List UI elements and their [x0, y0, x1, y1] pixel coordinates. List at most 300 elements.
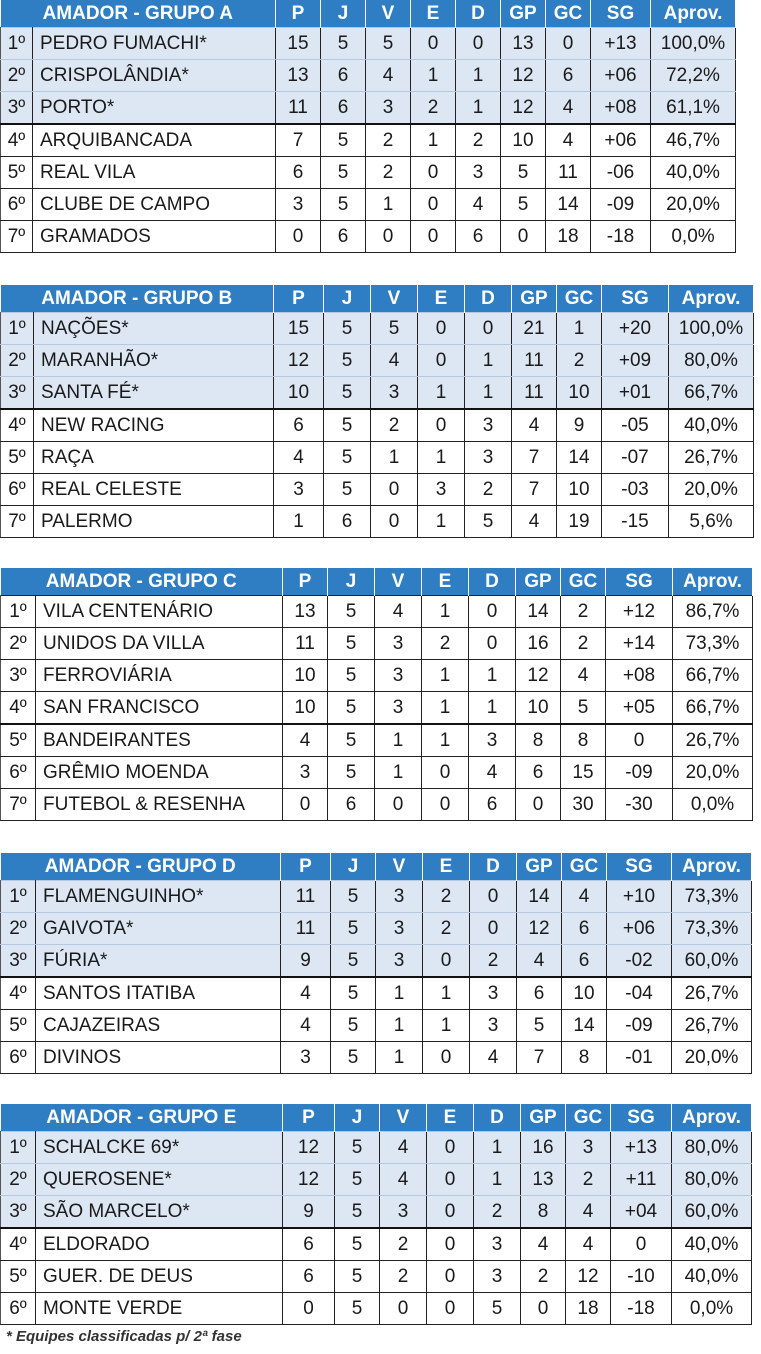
column-header: V [380, 1104, 427, 1132]
stat-cell-gp: 2 [521, 1261, 566, 1293]
position-cell: 4º [1, 1228, 36, 1261]
stat-cell-aprov: 73,3% [673, 628, 753, 660]
stat-cell-j: 5 [324, 345, 371, 377]
team-name-cell: SANTOS ITATIBA [36, 977, 281, 1010]
column-header: Aprov. [672, 853, 752, 881]
stat-cell-e: 1 [418, 377, 465, 410]
stat-cell-sg: -07 [602, 442, 669, 474]
team-name-cell: GAIVOTA* [36, 913, 281, 945]
position-cell: 4º [1, 977, 36, 1010]
stat-cell-p: 10 [283, 692, 328, 725]
stat-cell-d: 1 [469, 660, 516, 692]
stat-cell-aprov: 80,0% [669, 345, 754, 377]
stat-cell-e: 0 [427, 1228, 474, 1261]
stat-cell-p: 9 [283, 1196, 335, 1229]
column-header: D [456, 0, 501, 28]
stat-cell-e: 0 [411, 221, 456, 253]
stat-cell-e: 0 [418, 345, 465, 377]
stat-cell-gc: 30 [561, 789, 606, 821]
table-row [1, 60, 736, 92]
stat-cell-gc: 6 [546, 60, 591, 92]
stat-cell-e: 0 [423, 945, 470, 978]
position-cell: 6º [1, 1293, 36, 1325]
position-cell: 5º [1, 1261, 36, 1293]
group-title: AMADOR - GRUPO D [1, 853, 281, 881]
stat-cell-v: 3 [366, 92, 411, 125]
stat-cell-sg: -18 [591, 221, 651, 253]
stat-cell-d: 1 [469, 692, 516, 725]
stat-cell-aprov: 26,7% [672, 1010, 752, 1042]
stat-cell-gc: 3 [566, 1132, 611, 1164]
stat-cell-j: 5 [328, 724, 375, 757]
stat-cell-v: 1 [376, 1010, 423, 1042]
team-name-cell: CAJAZEIRAS [36, 1010, 281, 1042]
stat-cell-v: 3 [376, 913, 423, 945]
table-row [1, 628, 753, 660]
position-cell: 2º [1, 60, 33, 92]
standings-table-d [0, 853, 752, 1074]
position-cell: 4º [1, 409, 34, 442]
stat-cell-e: 0 [427, 1261, 474, 1293]
stat-cell-e: 0 [418, 313, 465, 345]
table-row [1, 660, 753, 692]
stat-cell-gc: 10 [557, 474, 602, 506]
stat-cell-gp: 6 [516, 757, 561, 789]
stat-cell-v: 0 [380, 1293, 427, 1325]
stat-cell-gp: 4 [521, 1228, 566, 1261]
header-row [1, 285, 754, 313]
stat-cell-d: 1 [465, 377, 512, 410]
stat-cell-gp: 5 [501, 157, 546, 189]
column-header: P [283, 568, 328, 596]
team-name-cell: VILA CENTENÁRIO [36, 596, 283, 628]
table-row [1, 977, 752, 1010]
stat-cell-gp: 5 [517, 1010, 562, 1042]
stat-cell-d: 2 [456, 124, 501, 157]
stat-cell-p: 7 [276, 124, 321, 157]
column-header: SG [606, 568, 673, 596]
column-header: GC [561, 568, 606, 596]
column-header: V [371, 285, 418, 313]
position-cell: 4º [1, 124, 33, 157]
stat-cell-gp: 12 [501, 60, 546, 92]
stat-cell-e: 1 [422, 692, 469, 725]
stat-cell-d: 2 [465, 474, 512, 506]
table-row [1, 28, 736, 60]
stat-cell-aprov: 66,7% [673, 660, 753, 692]
team-name-cell: GUER. DE DEUS [36, 1261, 283, 1293]
stat-cell-gc: 18 [566, 1293, 611, 1325]
stat-cell-p: 11 [283, 628, 328, 660]
table-row [1, 313, 754, 345]
stat-cell-j: 5 [331, 977, 376, 1010]
stat-cell-d: 3 [474, 1261, 521, 1293]
table-row [1, 789, 753, 821]
stat-cell-j: 5 [324, 442, 371, 474]
team-name-cell: CLUBE DE CAMPO [33, 189, 276, 221]
stat-cell-aprov: 72,2% [651, 60, 736, 92]
stat-cell-v: 3 [375, 692, 422, 725]
position-cell: 5º [1, 724, 36, 757]
column-header: SG [591, 0, 651, 28]
table-row [1, 157, 736, 189]
position-cell: 1º [1, 313, 34, 345]
team-name-cell: FUTEBOL & RESENHA [36, 789, 283, 821]
stat-cell-gc: 15 [561, 757, 606, 789]
stat-cell-j: 5 [321, 28, 366, 60]
stat-cell-aprov: 60,0% [672, 945, 752, 978]
stat-cell-gp: 0 [516, 789, 561, 821]
stat-cell-aprov: 20,0% [673, 757, 753, 789]
column-header: GP [512, 285, 557, 313]
stat-cell-v: 4 [371, 345, 418, 377]
stat-cell-aprov: 0,0% [673, 789, 753, 821]
group-title: AMADOR - GRUPO E [1, 1104, 283, 1132]
team-name-cell: PEDRO FUMACHI* [33, 28, 276, 60]
position-cell: 3º [1, 92, 33, 125]
column-header: E [427, 1104, 474, 1132]
stat-cell-j: 6 [321, 60, 366, 92]
stat-cell-v: 3 [376, 945, 423, 978]
stat-cell-v: 3 [380, 1196, 427, 1229]
stat-cell-aprov: 20,0% [669, 474, 754, 506]
stat-cell-d: 3 [465, 409, 512, 442]
stat-cell-d: 6 [456, 221, 501, 253]
table-row [1, 221, 736, 253]
stat-cell-sg: 0 [606, 724, 673, 757]
stat-cell-v: 1 [371, 442, 418, 474]
stat-cell-gp: 13 [501, 28, 546, 60]
stat-cell-gc: 4 [566, 1228, 611, 1261]
stat-cell-p: 6 [283, 1228, 335, 1261]
stat-cell-j: 5 [321, 124, 366, 157]
column-header: J [335, 1104, 380, 1132]
stat-cell-gp: 7 [517, 1042, 562, 1074]
stat-cell-sg: -09 [607, 1010, 672, 1042]
stat-cell-gp: 12 [501, 92, 546, 125]
stat-cell-gp: 7 [512, 442, 557, 474]
group-title: AMADOR - GRUPO B [1, 285, 274, 313]
stat-cell-p: 4 [281, 1010, 331, 1042]
stat-cell-gc: 2 [561, 596, 606, 628]
team-name-cell: ELDORADO [36, 1228, 283, 1261]
stat-cell-j: 5 [335, 1261, 380, 1293]
column-header: E [423, 853, 470, 881]
stat-cell-j: 5 [328, 660, 375, 692]
stat-cell-d: 5 [465, 506, 512, 538]
standings-table-a [0, 0, 736, 253]
column-header: Aprov. [669, 285, 754, 313]
stat-cell-p: 12 [283, 1164, 335, 1196]
stat-cell-aprov: 40,0% [651, 157, 736, 189]
column-header: SG [611, 1104, 672, 1132]
stat-cell-sg: -30 [606, 789, 673, 821]
stat-cell-d: 3 [456, 157, 501, 189]
stat-cell-p: 12 [274, 345, 324, 377]
stat-cell-sg: +06 [607, 913, 672, 945]
stat-cell-aprov: 80,0% [672, 1132, 752, 1164]
table-row [1, 1228, 752, 1261]
stat-cell-d: 1 [474, 1132, 521, 1164]
stat-cell-gp: 7 [512, 474, 557, 506]
stat-cell-gp: 11 [512, 377, 557, 410]
stat-cell-sg: +01 [602, 377, 669, 410]
stat-cell-p: 4 [283, 724, 328, 757]
table-row [1, 442, 754, 474]
stat-cell-v: 4 [380, 1132, 427, 1164]
stat-cell-aprov: 100,0% [669, 313, 754, 345]
table-row [1, 124, 736, 157]
stat-cell-gc: 12 [566, 1261, 611, 1293]
stat-cell-gp: 0 [501, 221, 546, 253]
stat-cell-j: 5 [331, 913, 376, 945]
stat-cell-gp: 21 [512, 313, 557, 345]
table-row [1, 189, 736, 221]
stat-cell-e: 1 [422, 596, 469, 628]
stat-cell-e: 2 [422, 628, 469, 660]
column-header: V [366, 0, 411, 28]
stat-cell-gc: 2 [557, 345, 602, 377]
position-cell: 6º [1, 474, 34, 506]
table-row [1, 1132, 752, 1164]
stat-cell-j: 5 [335, 1196, 380, 1229]
stat-cell-e: 1 [411, 60, 456, 92]
stat-cell-sg: -09 [606, 757, 673, 789]
stat-cell-v: 2 [380, 1261, 427, 1293]
stat-cell-d: 0 [469, 628, 516, 660]
stat-cell-j: 5 [331, 1042, 376, 1074]
position-cell: 7º [1, 506, 34, 538]
stat-cell-p: 3 [274, 474, 324, 506]
stat-cell-gc: 4 [561, 660, 606, 692]
table-row [1, 1293, 752, 1325]
team-name-cell: SCHALCKE 69* [36, 1132, 283, 1164]
stat-cell-sg: -04 [607, 977, 672, 1010]
stat-cell-p: 13 [283, 596, 328, 628]
stat-cell-d: 6 [469, 789, 516, 821]
stat-cell-aprov: 20,0% [651, 189, 736, 221]
stat-cell-gc: 14 [562, 1010, 607, 1042]
stat-cell-e: 1 [423, 977, 470, 1010]
stat-cell-e: 1 [422, 724, 469, 757]
stat-cell-aprov: 40,0% [672, 1228, 752, 1261]
position-cell: 1º [1, 596, 36, 628]
team-name-cell: MONTE VERDE [36, 1293, 283, 1325]
stat-cell-gp: 14 [517, 881, 562, 913]
position-cell: 1º [1, 881, 36, 913]
stat-cell-aprov: 66,7% [669, 377, 754, 410]
stat-cell-gc: 10 [557, 377, 602, 410]
stat-cell-aprov: 73,3% [672, 913, 752, 945]
stat-cell-p: 4 [281, 977, 331, 1010]
column-header: P [276, 0, 321, 28]
position-cell: 5º [1, 157, 33, 189]
stat-cell-aprov: 26,7% [672, 977, 752, 1010]
stat-cell-sg: -06 [591, 157, 651, 189]
stat-cell-sg: +20 [602, 313, 669, 345]
position-cell: 3º [1, 660, 36, 692]
stat-cell-e: 0 [418, 409, 465, 442]
column-header: P [283, 1104, 335, 1132]
stat-cell-gc: 4 [546, 92, 591, 125]
position-cell: 2º [1, 628, 36, 660]
column-header: GC [566, 1104, 611, 1132]
stat-cell-v: 2 [380, 1228, 427, 1261]
column-header: V [375, 568, 422, 596]
table-row [1, 1042, 752, 1074]
stat-cell-d: 3 [470, 977, 517, 1010]
team-name-cell: FÚRIA* [36, 945, 281, 978]
standings-table-c [0, 568, 753, 821]
stat-cell-p: 0 [283, 789, 328, 821]
header-row [1, 568, 753, 596]
stat-cell-e: 1 [422, 660, 469, 692]
stat-cell-j: 5 [335, 1132, 380, 1164]
stat-cell-aprov: 60,0% [672, 1196, 752, 1229]
stat-cell-j: 5 [331, 1010, 376, 1042]
position-cell: 6º [1, 1042, 36, 1074]
stat-cell-sg: -05 [602, 409, 669, 442]
stat-cell-gc: 2 [561, 628, 606, 660]
stat-cell-aprov: 61,1% [651, 92, 736, 125]
standings-table-b [0, 285, 754, 538]
stat-cell-v: 1 [375, 724, 422, 757]
stat-cell-v: 2 [366, 157, 411, 189]
column-header: J [321, 0, 366, 28]
stat-cell-gc: 6 [562, 913, 607, 945]
stat-cell-d: 1 [456, 60, 501, 92]
position-cell: 5º [1, 1010, 36, 1042]
stat-cell-p: 3 [276, 189, 321, 221]
team-name-cell: REAL CELESTE [34, 474, 274, 506]
stat-cell-gp: 12 [516, 660, 561, 692]
stat-cell-gc: 11 [546, 157, 591, 189]
stat-cell-sg: +11 [611, 1164, 672, 1196]
stat-cell-e: 1 [418, 442, 465, 474]
stat-cell-v: 0 [366, 221, 411, 253]
stat-cell-gc: 1 [557, 313, 602, 345]
team-name-cell: UNIDOS DA VILLA [36, 628, 283, 660]
stat-cell-j: 5 [335, 1164, 380, 1196]
team-name-cell: PALERMO [34, 506, 274, 538]
stat-cell-v: 4 [380, 1164, 427, 1196]
stat-cell-p: 9 [281, 945, 331, 978]
stat-cell-sg: -15 [602, 506, 669, 538]
stat-cell-j: 5 [324, 409, 371, 442]
column-header: P [281, 853, 331, 881]
column-header: SG [607, 853, 672, 881]
stat-cell-e: 0 [422, 789, 469, 821]
stat-cell-e: 3 [418, 474, 465, 506]
stat-cell-d: 2 [470, 945, 517, 978]
position-cell: 5º [1, 442, 34, 474]
column-header: GP [516, 568, 561, 596]
stat-cell-v: 2 [366, 124, 411, 157]
table-row [1, 913, 752, 945]
stat-cell-p: 0 [276, 221, 321, 253]
stat-cell-gp: 11 [512, 345, 557, 377]
stat-cell-e: 2 [423, 881, 470, 913]
stat-cell-v: 4 [375, 596, 422, 628]
stat-cell-j: 5 [324, 474, 371, 506]
stat-cell-e: 0 [411, 157, 456, 189]
table-row [1, 596, 753, 628]
team-name-cell: MARANHÃO* [34, 345, 274, 377]
column-header: J [324, 285, 371, 313]
position-cell: 1º [1, 28, 33, 60]
position-cell: 2º [1, 345, 34, 377]
column-header: GP [517, 853, 562, 881]
position-cell: 7º [1, 789, 36, 821]
stat-cell-e: 0 [422, 757, 469, 789]
stat-cell-p: 12 [283, 1132, 335, 1164]
stat-cell-gc: 8 [561, 724, 606, 757]
team-name-cell: SÃO MARCELO* [36, 1196, 283, 1229]
team-name-cell: FERROVIÁRIA [36, 660, 283, 692]
stat-cell-aprov: 20,0% [672, 1042, 752, 1074]
stat-cell-d: 4 [456, 189, 501, 221]
stat-cell-v: 5 [371, 313, 418, 345]
stat-cell-aprov: 40,0% [672, 1261, 752, 1293]
stat-cell-v: 5 [366, 28, 411, 60]
stat-cell-aprov: 100,0% [651, 28, 736, 60]
column-header: Aprov. [651, 0, 736, 28]
position-cell: 6º [1, 189, 33, 221]
column-header: GC [557, 285, 602, 313]
stat-cell-aprov: 26,7% [673, 724, 753, 757]
stat-cell-e: 0 [427, 1293, 474, 1325]
stat-cell-j: 5 [328, 596, 375, 628]
stat-cell-d: 0 [456, 28, 501, 60]
stat-cell-j: 5 [331, 881, 376, 913]
stat-cell-sg: -18 [611, 1293, 672, 1325]
stat-cell-v: 2 [371, 409, 418, 442]
stat-cell-gp: 0 [521, 1293, 566, 1325]
stat-cell-j: 5 [331, 945, 376, 978]
team-name-cell: REAL VILA [33, 157, 276, 189]
stat-cell-gp: 8 [521, 1196, 566, 1229]
column-header: GP [501, 0, 546, 28]
stat-cell-j: 5 [335, 1293, 380, 1325]
stat-cell-gc: 4 [562, 881, 607, 913]
stat-cell-p: 1 [274, 506, 324, 538]
group-title: AMADOR - GRUPO C [1, 568, 283, 596]
stat-cell-e: 1 [411, 124, 456, 157]
stat-cell-gc: 10 [562, 977, 607, 1010]
stat-cell-j: 6 [321, 92, 366, 125]
column-header: P [274, 285, 324, 313]
column-header: GP [521, 1104, 566, 1132]
team-name-cell: FLAMENGUINHO* [36, 881, 281, 913]
stat-cell-v: 3 [375, 660, 422, 692]
table-row [1, 945, 752, 978]
stat-cell-j: 5 [328, 757, 375, 789]
position-cell: 7º [1, 221, 33, 253]
position-cell: 3º [1, 1196, 36, 1229]
stat-cell-d: 1 [474, 1164, 521, 1196]
stat-cell-gp: 10 [516, 692, 561, 725]
table-row [1, 474, 754, 506]
stat-cell-sg: -03 [602, 474, 669, 506]
stat-cell-d: 5 [474, 1293, 521, 1325]
team-name-cell: ARQUIBANCADA [33, 124, 276, 157]
stat-cell-j: 5 [335, 1228, 380, 1261]
column-header: D [474, 1104, 521, 1132]
stat-cell-j: 6 [321, 221, 366, 253]
stat-cell-gc: 6 [562, 945, 607, 978]
stat-cell-sg: +06 [591, 60, 651, 92]
stat-cell-p: 10 [274, 377, 324, 410]
